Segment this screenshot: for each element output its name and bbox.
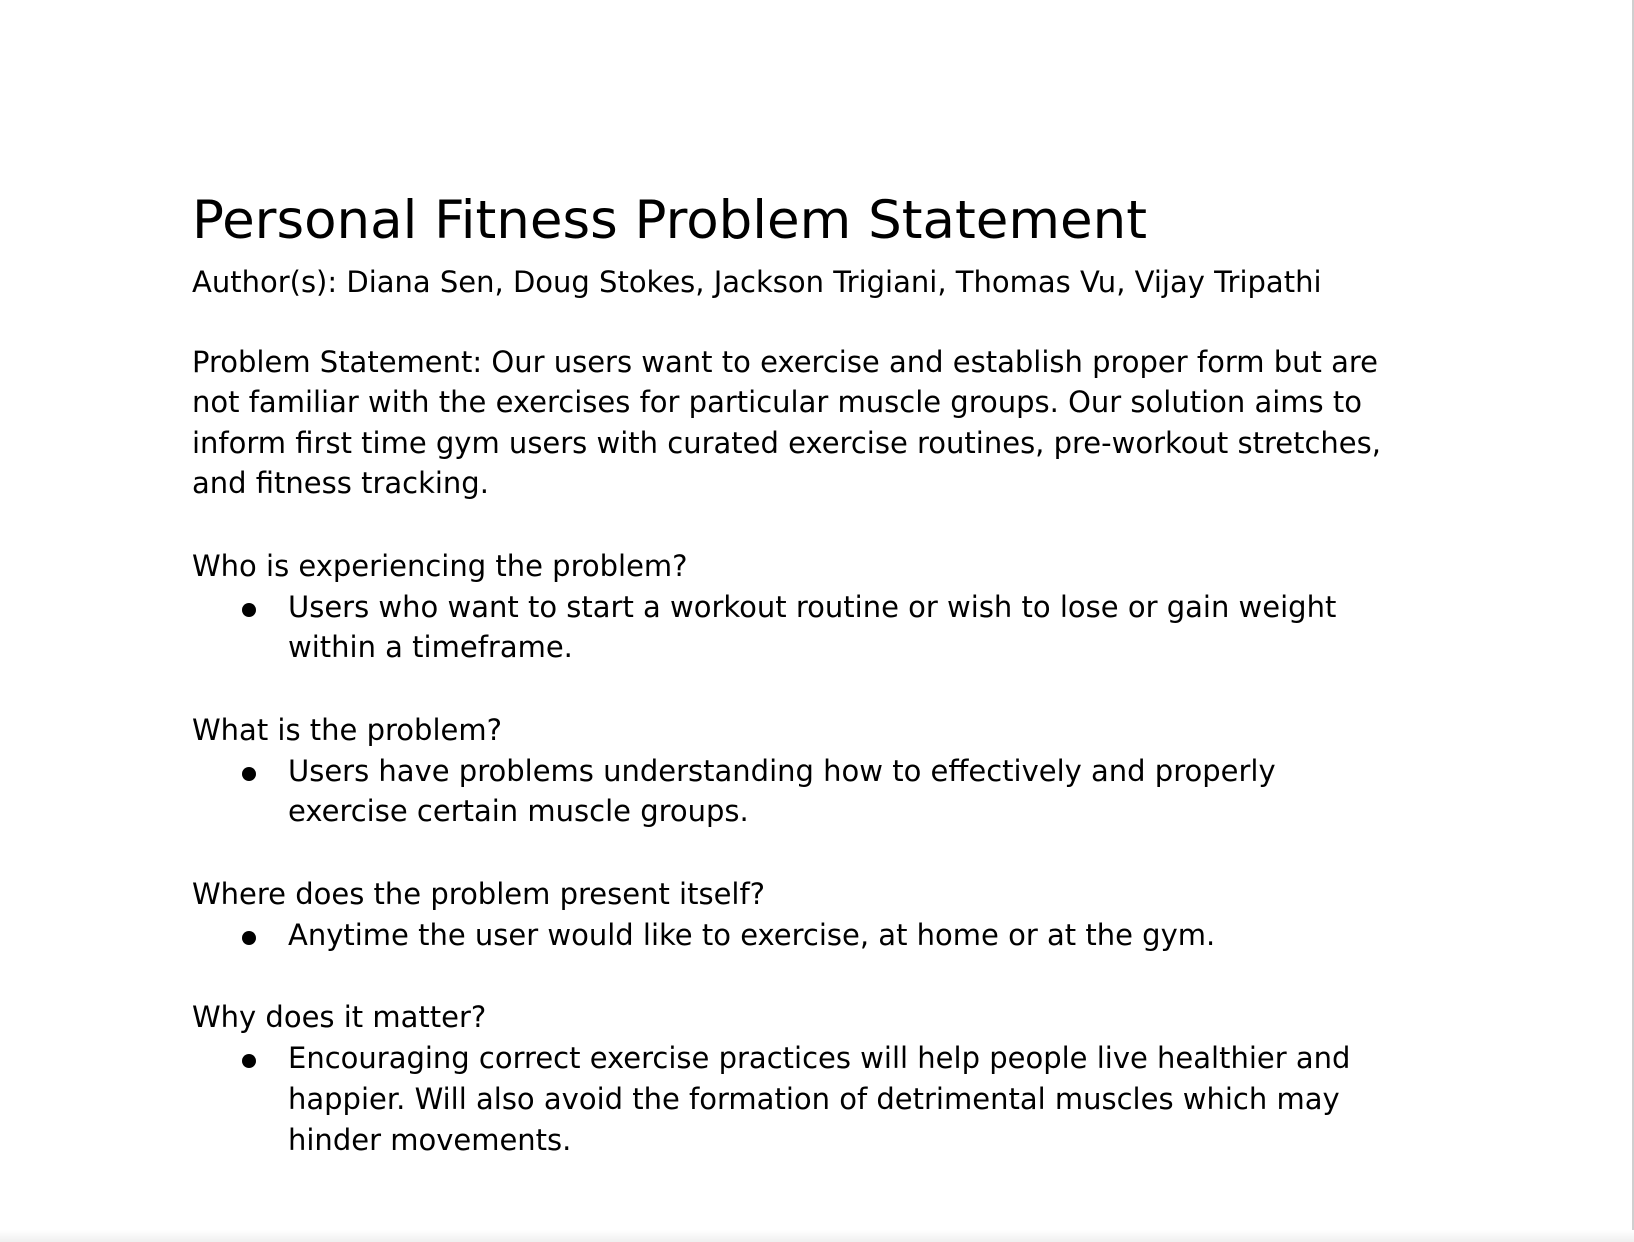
- bullet-line: hinder movements.: [288, 1123, 572, 1157]
- bullet-line: Users have problems understanding how to effectively and properly: [288, 754, 1276, 788]
- bullet-line: within a timeframe.: [288, 630, 573, 664]
- bullet-line: Encouraging correct exercise practices will help people live healthier and: [288, 1041, 1351, 1075]
- problem-statement-line: Problem Statement: Our users want to exercise and establish proper form but are: [192, 345, 1379, 379]
- bullet-icon: [242, 767, 256, 781]
- problem-statement-line: not familiar with the exercises for particular muscle groups. Our solution aims to: [192, 385, 1362, 419]
- bullet-line: exercise certain muscle groups.: [288, 794, 749, 828]
- document-title: Personal Fitness Problem Statement: [192, 190, 1147, 251]
- document-authors: Author(s): Diana Sen, Doug Stokes, Jackson Trigiani, Thomas Vu, Vijay Tripathi: [192, 265, 1322, 299]
- bullet-icon: [242, 1054, 256, 1068]
- bullet-icon: [242, 931, 256, 945]
- bullet-line: happier. Will also avoid the formation of detrimental muscles which may: [288, 1082, 1340, 1116]
- section-question: Where does the problem present itself?: [192, 877, 766, 911]
- problem-statement-line: and fitness tracking.: [192, 466, 489, 500]
- bullet-icon: [242, 603, 256, 617]
- problem-statement-line: inform first time gym users with curated exercise routines, pre-workout stretches,: [192, 426, 1381, 460]
- bullet-line: Anytime the user would like to exercise, at home or at the gym.: [288, 918, 1216, 952]
- bottom-shade: [0, 1230, 1634, 1242]
- section-question: What is the problem?: [192, 713, 502, 747]
- bullet-line: Users who want to start a workout routine or wish to lose or gain weight: [288, 590, 1337, 624]
- section-question: Who is experiencing the problem?: [192, 549, 688, 583]
- section-question: Why does it matter?: [192, 1000, 487, 1034]
